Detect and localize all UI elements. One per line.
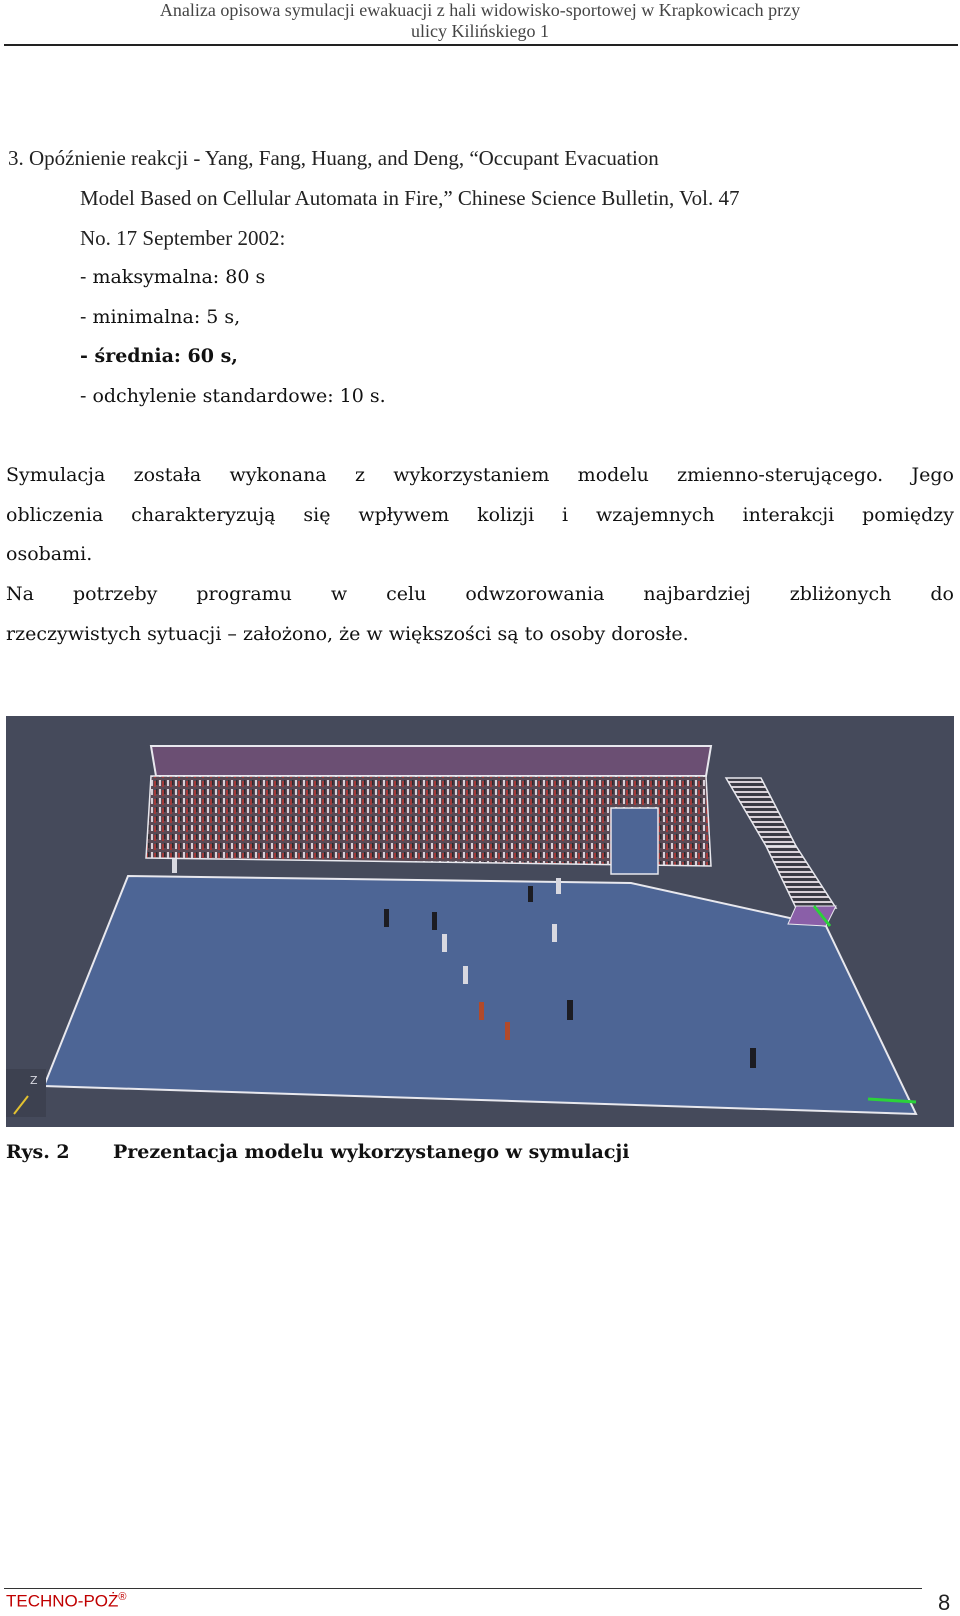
- reference-line-3: No. 17 September 2002:: [80, 226, 286, 250]
- stand-top: [151, 746, 711, 776]
- reference-line-1: 3. Opóźnienie reakcji - Yang, Fang, Huang, and Deng, “Occupant Evacuation: [8, 146, 659, 170]
- company-name: TECHNO-POŻ: [6, 1591, 119, 1611]
- figure-caption: Prezentacja modelu wykorzystanego w symulacji: [113, 1141, 630, 1163]
- simulation-figure: [6, 716, 954, 1127]
- axis-gizmo: [6, 1069, 46, 1117]
- page-number: 8: [938, 1590, 951, 1615]
- paragraph-2-line-1: Na potrzeby programu w celu odwzorowania najbardziej zbliżonych do: [6, 583, 954, 605]
- figure-number: Rys. 2: [6, 1141, 70, 1163]
- stair-upper: [726, 778, 796, 846]
- list-item: - odchylenie standardowe: 10 s.: [80, 385, 386, 407]
- header-rule: [4, 44, 958, 46]
- axis-label: Z: [30, 1074, 38, 1087]
- paragraph-1-line-1: Symulacja została wykonana z wykorzystaniem modelu zmienno-sterującego. Jego: [6, 464, 954, 486]
- arena-floor: [44, 876, 916, 1114]
- registered-mark: ®: [118, 1591, 127, 1603]
- simulation-3d-view: [6, 716, 954, 1127]
- reference-line-2: Model Based on Cellular Automata in Fire,” Chinese Science Bulletin, Vol. 47: [80, 186, 740, 210]
- list-item: - maksymalna: 80 s: [80, 266, 266, 288]
- list-item: - minimalna: 5 s,: [80, 306, 241, 328]
- corridor: [611, 808, 658, 874]
- footer-rule: [4, 1588, 922, 1589]
- header-line-2: ulicy Kilińskiego 1: [411, 21, 549, 41]
- list-item-bold: - średnia: 60 s,: [80, 345, 238, 367]
- paragraph-1-line-2: obliczenia charakteryzują się wpływem kolizji i wzajemnych interakcji pomiędzy: [6, 504, 954, 526]
- header-line-1: Analiza opisowa symulacji ewakuacji z hali widowisko-sportowej w Krapkowicach przy: [159, 0, 801, 20]
- footer-company: [6, 1591, 127, 1612]
- paragraph-1-line-3: osobami.: [6, 543, 93, 565]
- paragraph-2-line-2: rzeczywistych sytuacji – założono, że w większości są to osoby dorosłe.: [6, 623, 689, 645]
- page-header: [0, 0, 960, 42]
- stair-lower: [766, 846, 836, 908]
